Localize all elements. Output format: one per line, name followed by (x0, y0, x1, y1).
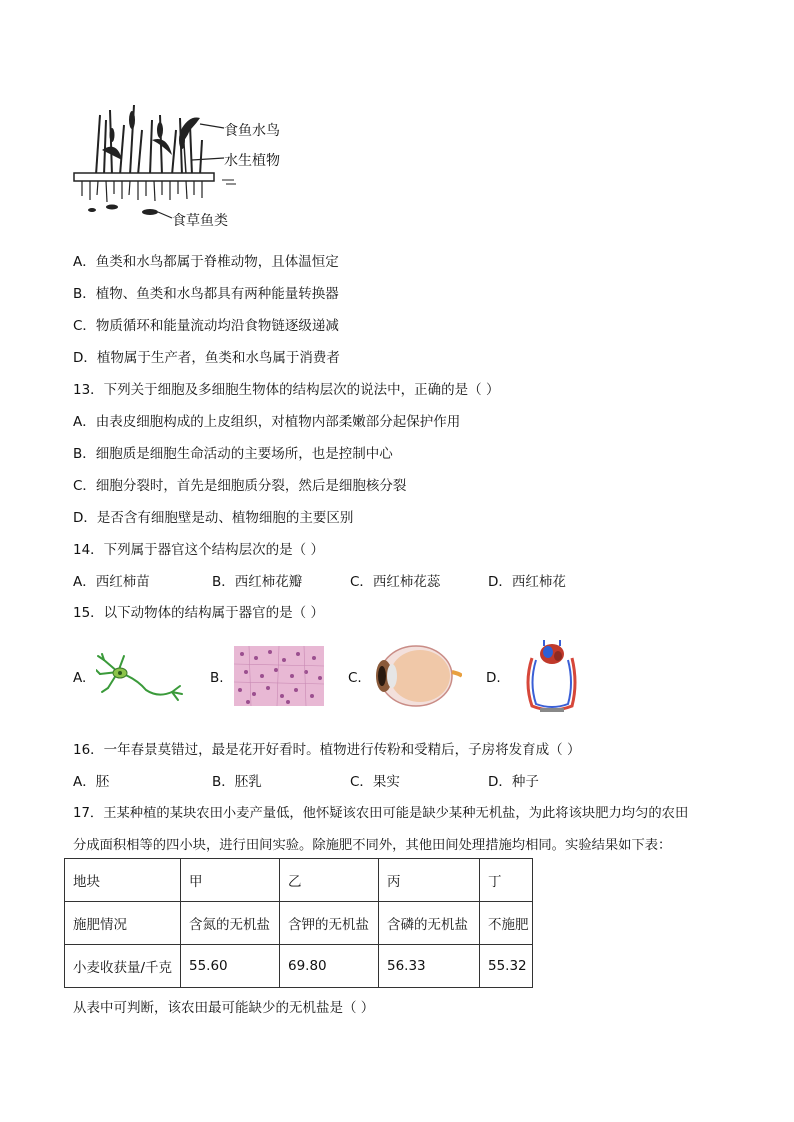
tissue-icon (234, 646, 324, 706)
q12-option-a: A．鱼类和水鸟都属于脊椎动物，且体温恒定 (73, 254, 339, 270)
neuron-icon (96, 652, 188, 702)
q17-stem-line1: 17．王某种植的某块农田小麦产量低，他怀疑该农田可能是缺少某种无机盐，为此将该块肥力均匀的农田 (73, 806, 689, 821)
q12-option-d: D．植物属于生产者，鱼类和水鸟属于消费者 (73, 350, 340, 366)
q12-option-b: B．植物、鱼类和水鸟都具有两种能量转换器 (73, 286, 339, 302)
label-fish-eating-bird: 食鱼水鸟 (224, 123, 280, 139)
table-cell: 丙 (379, 859, 480, 902)
eye-icon (372, 644, 462, 708)
q16-option-c: C．果实 (350, 774, 400, 790)
q17-followup: 从表中可判断，该农田最可能缺少的无机盐是（ ） (73, 1000, 375, 1016)
table-cell: 乙 (280, 859, 379, 902)
table-cell: 地块 (65, 859, 181, 902)
q15-option-b: B. (210, 670, 224, 686)
table-row (65, 945, 533, 988)
table-cell: 不施肥 (480, 902, 533, 945)
table-row (65, 902, 533, 945)
label-herbivorous-fish: 食草鱼类 (172, 213, 228, 229)
q14-option-d: D．西红柿花 (488, 574, 566, 590)
q14-stem: 14．下列属于器官这个结构层次的是（ ） (73, 542, 324, 558)
q15-option-c: C. (348, 670, 362, 686)
table-cell: 含磷的无机盐 (379, 902, 480, 945)
q14-option-b: B．西红柿花瓣 (212, 574, 303, 590)
table-cell: 56.33 (379, 945, 480, 988)
q13-option-d: D．是否含有细胞壁是动、植物细胞的主要区别 (73, 510, 354, 526)
q17-stem-line2: 分成面积相等的四小块，进行田间实验。除施肥不同外，其他田间处理措施均相同。实验结果如下表： (73, 838, 672, 853)
q16-option-d: D．种子 (488, 774, 539, 790)
label-aquatic-plant: 水生植物 (224, 153, 280, 169)
table-cell: 55.60 (181, 945, 280, 988)
q13-option-c: C．细胞分裂时，首先是细胞质分裂，然后是细胞核分裂 (73, 478, 407, 494)
table-cell: 甲 (181, 859, 280, 902)
experiment-result-table (64, 858, 533, 988)
table-cell: 55.32 (480, 945, 533, 988)
table-row (65, 859, 533, 902)
table-cell: 施肥情况 (65, 902, 181, 945)
q16-option-a: A．胚 (73, 774, 110, 790)
q16-stem: 16．一年春景莫错过，最是花开好看时。植物进行传粉和受精后，子房将发育成（ ） (73, 742, 581, 758)
q12-option-c: C．物质循环和能量流动均沿食物链逐级递减 (73, 318, 339, 334)
table-cell: 含钾的无机盐 (280, 902, 379, 945)
q15-option-a: A. (73, 670, 87, 686)
pond-ecosystem-figure (72, 100, 292, 230)
table-cell: 丁 (480, 859, 533, 902)
q14-option-a: A．西红柿苗 (73, 574, 150, 590)
table-cell: 小麦收获量/千克 (65, 945, 181, 988)
table-cell: 含氮的无机盐 (181, 902, 280, 945)
q13-option-b: B．细胞质是细胞生命活动的主要场所，也是控制中心 (73, 446, 393, 462)
q13-stem: 13．下列关于细胞及多细胞生物体的结构层次的说法中，正确的是（ ） (73, 382, 500, 398)
q13-option-a: A．由表皮细胞构成的上皮组织，对植物内部柔嫩部分起保护作用 (73, 414, 461, 430)
q15-option-d: D. (486, 670, 501, 686)
q14-option-c: C．西红柿花蕊 (350, 574, 441, 590)
q15-stem: 15．以下动物体的结构属于器官的是（ ） (73, 605, 324, 621)
circulation-icon (522, 638, 582, 718)
q16-option-b: B．胚乳 (212, 774, 262, 790)
table-cell: 69.80 (280, 945, 379, 988)
